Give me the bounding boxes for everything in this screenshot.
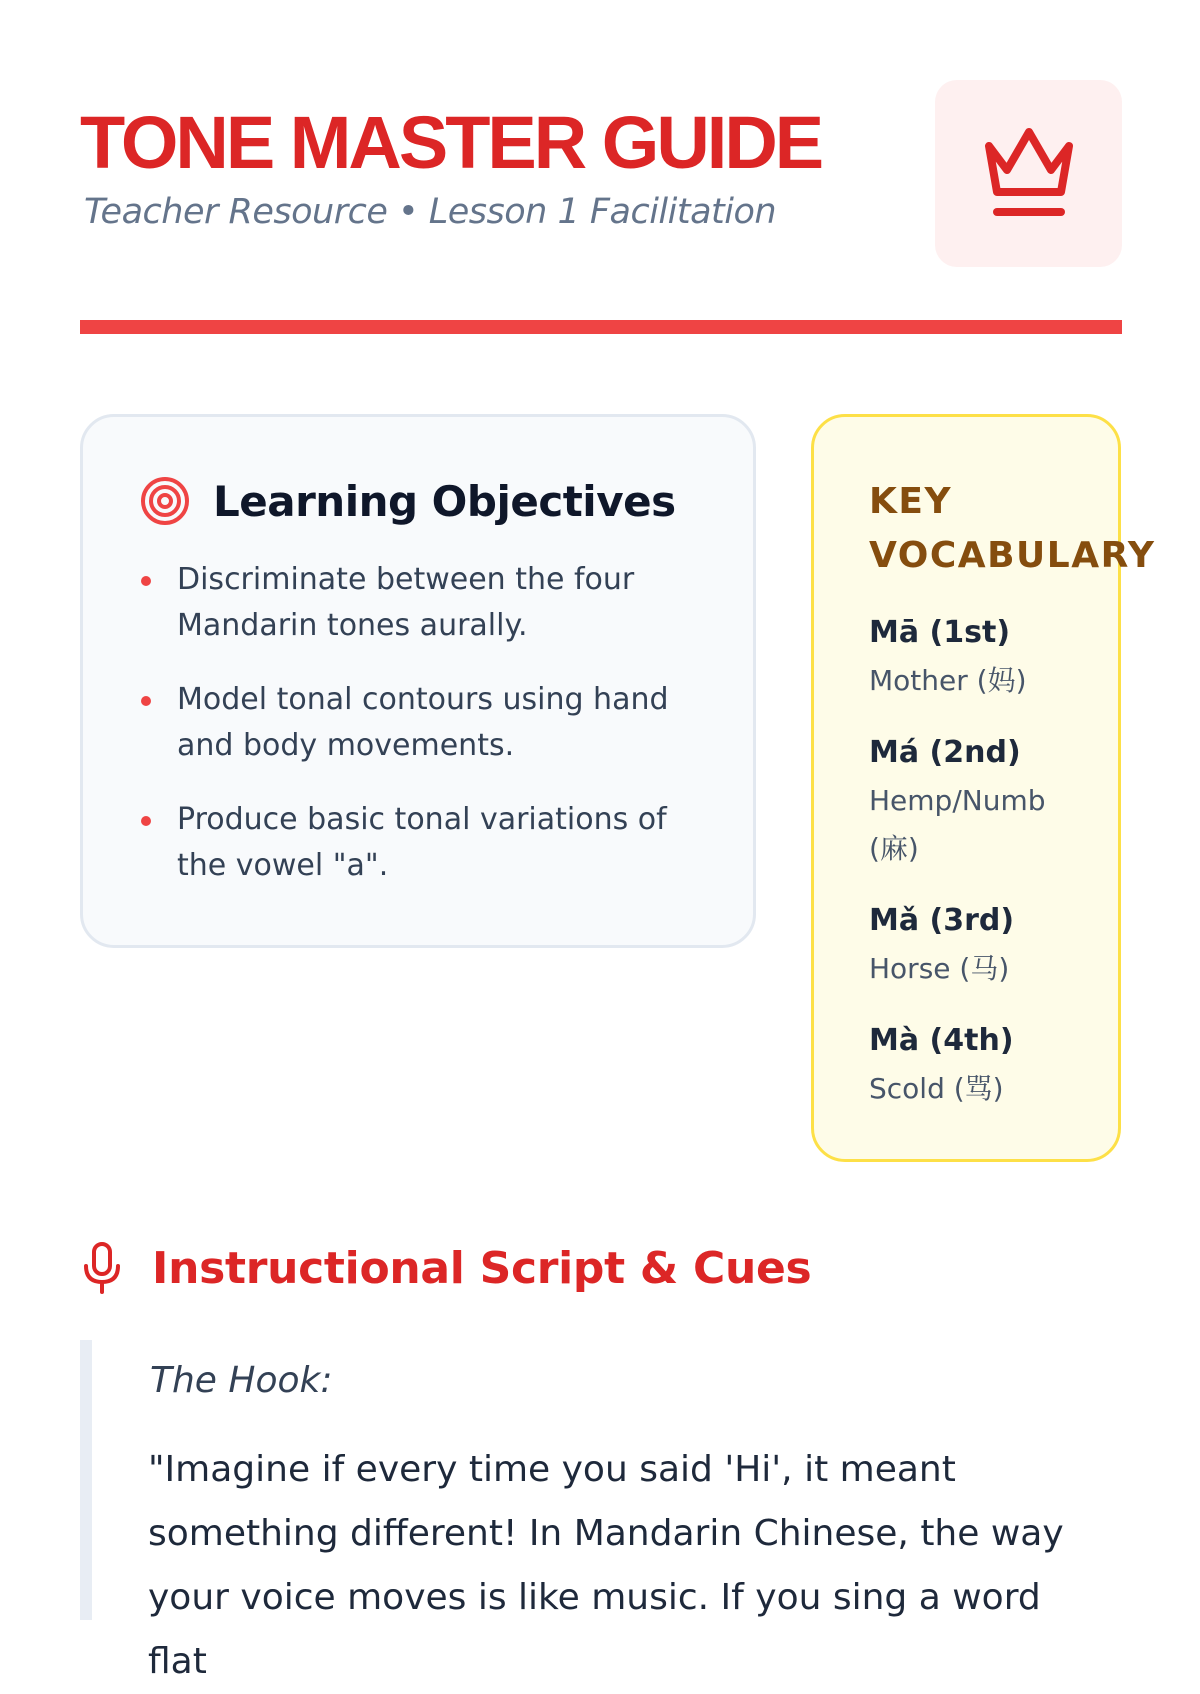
hook-quote-block — [80, 1340, 1120, 1682]
bullet-dot — [141, 576, 151, 586]
logo-badge — [935, 80, 1122, 267]
objective-item — [141, 677, 701, 769]
vocabulary-list — [869, 609, 1069, 1137]
objectives-heading: Learning Objectives — [213, 476, 676, 526]
vocabulary-word: Mǎ (3rd) — [869, 903, 1015, 938]
page-title: TONE MASTER GUIDE — [80, 101, 822, 184]
vocabulary-item — [869, 1017, 1069, 1113]
objective-text: Discriminate between the four Mandarin tones aurally. — [177, 562, 635, 643]
crown-icon — [979, 126, 1079, 222]
script-heading: Instructional Script & Cues — [152, 1242, 812, 1294]
target-icon — [139, 475, 191, 527]
learning-objectives-card — [80, 414, 756, 948]
bullet-dot — [141, 696, 151, 706]
vocabulary-item — [869, 609, 1069, 705]
vocabulary-item — [869, 729, 1069, 873]
vocabulary-heading: KEY VOCABULARY — [869, 481, 1156, 576]
page-subtitle: Teacher Resource • Lesson 1 Facilitation — [84, 192, 777, 232]
objective-item — [141, 557, 701, 649]
hook-text: "Imagine if every time you said 'Hi', it meant something different! In Mandarin Chinese, the way your voice moves is like music. If you sing a word flat — [148, 1449, 1064, 1682]
vocabulary-meaning: Horse (马) — [869, 952, 1010, 985]
page-header — [80, 80, 1120, 270]
objectives-list — [141, 557, 701, 917]
vocabulary-word: Má (2nd) — [869, 735, 1021, 770]
key-vocabulary-card — [811, 414, 1156, 1162]
vocabulary-word: Mā (1st) — [869, 615, 1011, 650]
script-header — [80, 1240, 811, 1296]
bullet-dot — [141, 816, 151, 826]
vocabulary-meaning: Scold (骂) — [869, 1072, 1004, 1105]
objectives-header — [139, 475, 676, 527]
objective-item — [141, 797, 701, 889]
vocabulary-meaning: Hemp/Numb (麻) — [869, 784, 1046, 865]
header-divider — [80, 320, 1122, 334]
vocabulary-meaning: Mother (妈) — [869, 664, 1027, 697]
microphone-icon — [80, 1240, 124, 1296]
objective-text: Produce basic tonal variations of the vowel "a". — [177, 802, 667, 883]
vocabulary-word: Mà (4th) — [869, 1023, 1014, 1058]
hook-label: The Hook: — [150, 1360, 333, 1401]
vocabulary-item — [869, 897, 1069, 993]
objective-text: Model tonal contours using hand and body movements. — [177, 682, 669, 763]
